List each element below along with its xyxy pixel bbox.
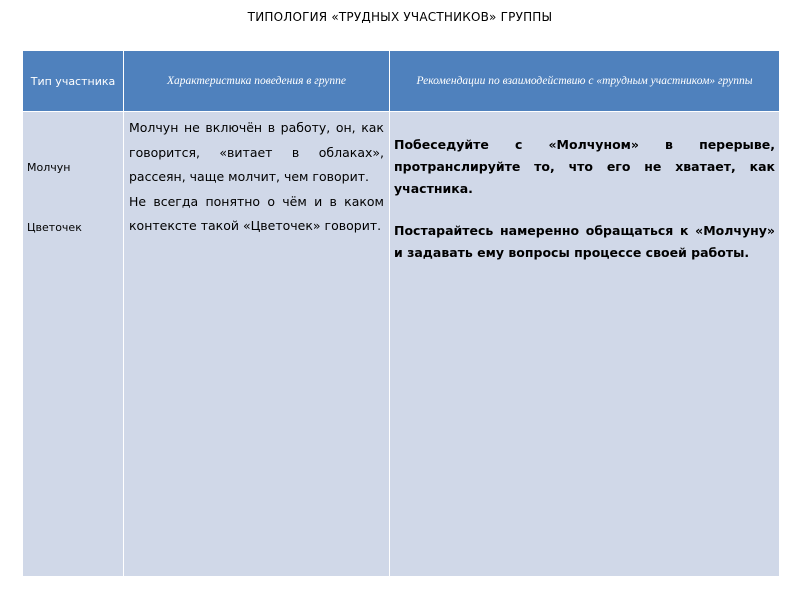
header-participant-type: Тип участника — [23, 51, 124, 112]
type-flower: Цветочек — [27, 221, 82, 234]
header-recommendations: Рекомендации по взаимодействию с «трудным участником» группы — [390, 51, 780, 112]
behavior-silent: Молчун не включён в работу, он, как говорится, «витает в облаках», рассеян, чаще молчит, чем говорит. — [129, 120, 384, 184]
cell-recommendations — [390, 112, 780, 577]
page-title: ТИПОЛОГИЯ «ТРУДНЫХ УЧАСТНИКОВ» ГРУППЫ — [247, 10, 553, 24]
cell-behavior — [124, 112, 390, 577]
header-behavior: Характеристика поведения в группе — [124, 51, 390, 112]
cell-participant-types — [23, 112, 124, 577]
behavior-flower: Не всегда понятно о чём и в каком контексте такой «Цветочек» говорит. — [129, 193, 384, 233]
table-header-row — [23, 51, 780, 112]
recommendation-1: Побеседуйте с «Молчуном» в перерыве, протранслируйте то, что его не хватает, как участника. — [394, 137, 775, 196]
recommendation-2: Постарайтесь намеренно обращаться к «Молчуну» и задавать ему вопросы процессе своей работы. — [394, 223, 775, 260]
type-silent: Молчун — [27, 161, 71, 174]
typology-table — [22, 50, 780, 577]
table-row — [23, 112, 780, 577]
